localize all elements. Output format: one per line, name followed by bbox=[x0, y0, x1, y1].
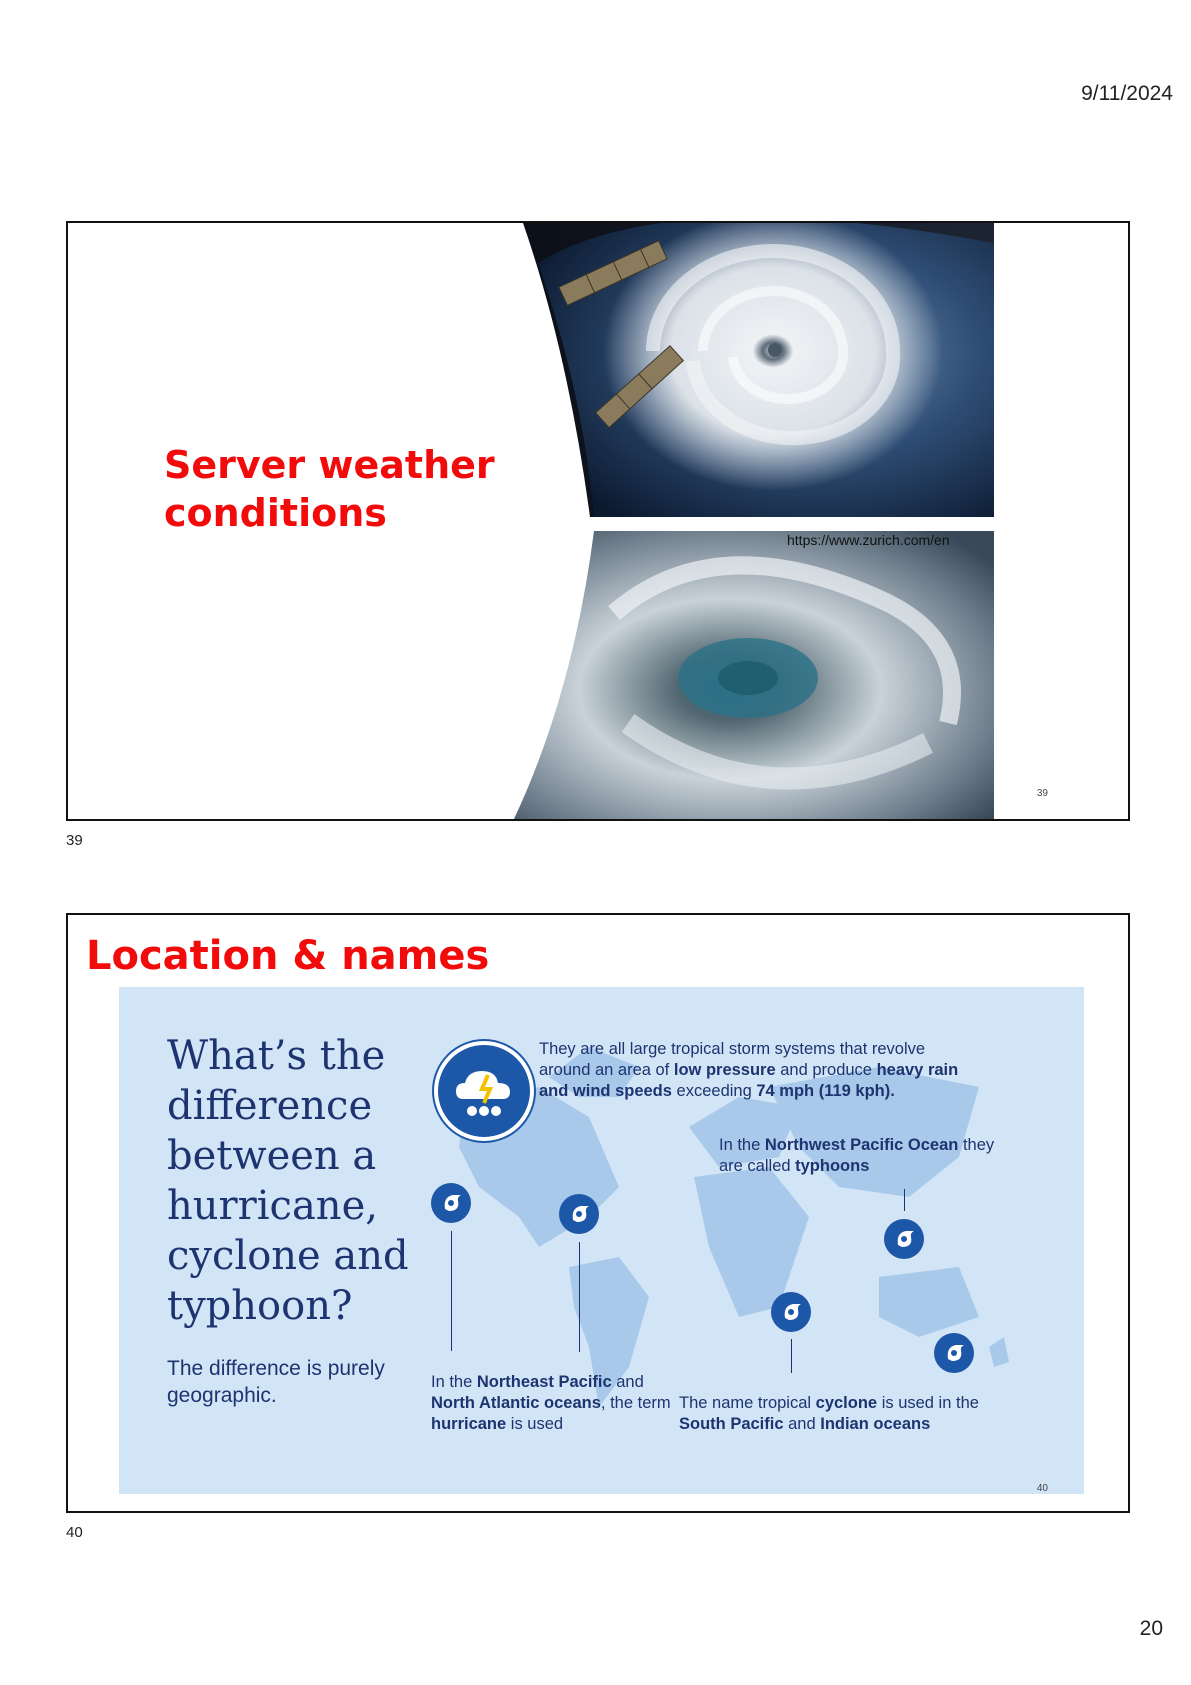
slide-number: 40 bbox=[1036, 1483, 1048, 1494]
ne-pacific-text: In the Northeast Pacific and North Atlantic oceans, the term hurricane is used bbox=[431, 1373, 671, 1433]
page-date: 9/11/2024 bbox=[1081, 82, 1173, 105]
connector-line bbox=[579, 1242, 580, 1352]
page-number: 20 bbox=[1139, 1617, 1163, 1640]
slide-40 bbox=[66, 913, 1130, 1513]
infographic-heading: What’s the difference between a hurricane, cyclone and typhoon? bbox=[167, 1033, 409, 1329]
slide-title: Server weather conditions bbox=[164, 443, 495, 535]
connector-line bbox=[451, 1231, 452, 1351]
intro-text: They are all large tropical storm systems that revolve around an area of low pressure and produce heavy rain and wind speeds exceeding 74 mph (119 kph). bbox=[539, 1040, 959, 1100]
weather-storm-icon bbox=[434, 1041, 534, 1141]
cyclone-icon bbox=[934, 1333, 974, 1373]
connector-line bbox=[904, 1189, 905, 1211]
connector-line bbox=[791, 1339, 792, 1373]
slide-label: 40 bbox=[66, 1524, 83, 1541]
slide-label: 39 bbox=[66, 832, 83, 849]
south-text: The name tropical cyclone is used in the South Pacific and Indian oceans bbox=[679, 1394, 979, 1433]
infographic-subtext: The difference is purely geographic. bbox=[167, 1357, 385, 1407]
cyclone-icon bbox=[771, 1292, 811, 1332]
slide-39 bbox=[66, 221, 1130, 821]
hurricane-icon bbox=[431, 1183, 471, 1223]
hurricane-icon bbox=[559, 1194, 599, 1234]
typhoon-icon bbox=[884, 1219, 924, 1259]
infographic bbox=[119, 987, 1084, 1494]
slide-number: 39 bbox=[1036, 788, 1048, 799]
slide-title: Location & names bbox=[86, 933, 490, 979]
source-url[interactable]: https://www.zurich.com/en bbox=[787, 532, 950, 548]
nw-pacific-text: In the Northwest Pacific Ocean they are called typhoons bbox=[719, 1136, 995, 1175]
